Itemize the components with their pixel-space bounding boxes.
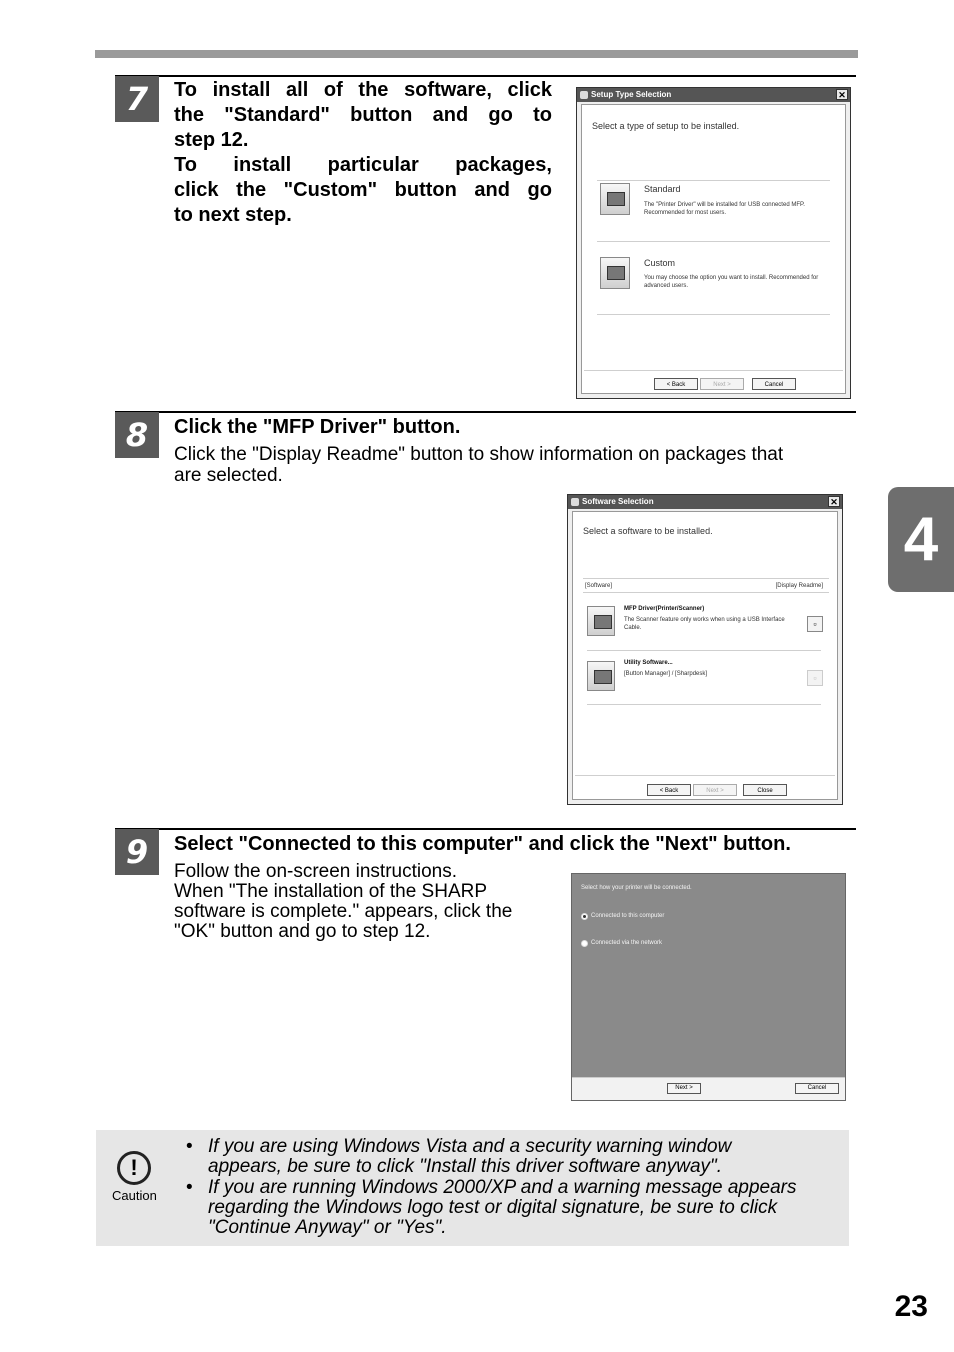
step9-number: 9 xyxy=(115,829,159,875)
dialog-title: Software Selection xyxy=(582,497,654,506)
radio-connected-computer[interactable] xyxy=(581,913,588,920)
caution-line: regarding the Windows logo test or digital signature, be sure to click xyxy=(208,1197,778,1218)
dialog-body xyxy=(581,104,846,394)
bullet-dot-icon: • xyxy=(186,1136,193,1157)
step7-text xyxy=(174,78,552,228)
readme-document-icon[interactable]: ▫ xyxy=(807,616,823,632)
separator xyxy=(587,650,821,651)
bullet-dot-icon: • xyxy=(186,1177,193,1198)
mfp-driver-icon[interactable] xyxy=(587,606,615,636)
step9-line: When "The installation of the SHARP xyxy=(174,881,488,902)
cancel-button[interactable]: Cancel xyxy=(795,1083,839,1094)
dialog-title: Setup Type Selection xyxy=(591,90,672,99)
mfp-driver-title[interactable]: MFP Driver(Printer/Scanner) xyxy=(624,606,705,612)
footer-separator xyxy=(584,370,843,371)
cancel-button[interactable]: Cancel xyxy=(752,378,796,390)
custom-install-icon[interactable] xyxy=(600,257,630,289)
step7-rule xyxy=(115,75,856,77)
page-number: 23 xyxy=(894,1290,928,1323)
dialog-footer xyxy=(572,1077,845,1100)
custom-desc: You may choose the option you want to install. Recommended for advanced users. xyxy=(644,275,819,289)
step8-heading: Click the "MFP Driver" button. xyxy=(174,416,461,438)
utility-software-title[interactable]: Utility Software... xyxy=(624,660,673,666)
app-icon xyxy=(571,498,579,506)
column-software: [Software] xyxy=(585,583,613,589)
dialog-prompt: Select a software to be installed. xyxy=(583,526,713,536)
dialog-titlebar xyxy=(577,88,850,102)
caution-line: appears, be sure to click "Install this driver software anyway". xyxy=(208,1156,723,1177)
next-button[interactable]: Next > xyxy=(700,378,744,390)
step9-line: Follow the on-screen instructions. xyxy=(174,861,458,882)
step7-line: to next step. xyxy=(174,204,292,226)
mfp-driver-desc: The Scanner feature only works when using a USB Interface Cable. xyxy=(624,617,785,631)
step7-line: click the "Custom" button and go xyxy=(174,179,552,201)
separator xyxy=(597,241,830,242)
step9-rule xyxy=(115,828,856,830)
caution-line: "Continue Anyway" or "Yes". xyxy=(208,1217,447,1238)
close-icon[interactable]: ✕ xyxy=(828,496,840,507)
standard-desc: The "Printer Driver" will be installed for USB connected MFP. Recommended for most users. xyxy=(644,202,805,216)
close-button[interactable]: Close xyxy=(743,784,787,796)
option-connected-network[interactable]: Connected via the network xyxy=(591,940,663,946)
dialog-prompt: Select how your printer will be connected. xyxy=(581,885,692,891)
caution-line: If you are using Windows Vista and a security warning window xyxy=(208,1136,732,1157)
step8-number: 8 xyxy=(115,412,159,458)
caution-label: Caution xyxy=(112,1188,157,1203)
header-bar xyxy=(95,50,858,58)
connection-dialog xyxy=(571,873,846,1101)
step7-line: To install particular packages, xyxy=(174,154,552,176)
separator xyxy=(597,180,830,181)
step8-body xyxy=(174,444,783,486)
next-button[interactable]: Next > xyxy=(693,784,737,796)
back-button[interactable]: < Back xyxy=(647,784,691,796)
back-button[interactable]: < Back xyxy=(654,378,698,390)
close-icon[interactable]: ✕ xyxy=(836,89,848,100)
chapter-tab: 4 xyxy=(888,487,954,592)
custom-label[interactable]: Custom xyxy=(644,258,676,268)
radio-connected-network[interactable] xyxy=(581,940,588,947)
readme-document-icon[interactable]: ▫ xyxy=(807,670,823,686)
footer-separator xyxy=(575,775,835,776)
option-connected-computer[interactable]: Connected to this computer xyxy=(591,913,665,919)
app-icon xyxy=(580,91,588,99)
step8-line: are selected. xyxy=(174,465,283,486)
utility-software-desc: [Button Manager] / [Sharpdesk] xyxy=(624,671,708,677)
setup-type-dialog xyxy=(576,87,851,399)
step8-line: Click the "Display Readme" button to show information on packages that xyxy=(174,444,784,465)
step7-number: 7 xyxy=(115,76,159,122)
step7-line: step 12. xyxy=(174,129,249,151)
step9-body xyxy=(174,862,512,942)
separator xyxy=(587,704,821,705)
dialog-body xyxy=(572,511,838,800)
step9-line: software is complete." appears, click the xyxy=(174,901,513,922)
step8-rule xyxy=(115,411,856,413)
step7-line: the "Standard" button and go to xyxy=(174,104,552,126)
utility-software-icon[interactable] xyxy=(587,661,615,691)
software-selection-dialog xyxy=(567,494,843,805)
caution-exclamation-icon: ! xyxy=(117,1151,151,1185)
radio-selected-dot xyxy=(583,915,586,918)
standard-label[interactable]: Standard xyxy=(644,184,681,194)
separator xyxy=(597,314,830,315)
dialog-titlebar xyxy=(568,495,842,509)
dialog-prompt: Select a type of setup to be installed. xyxy=(592,121,740,131)
step7-line: To install all of the software, click xyxy=(174,79,552,101)
separator xyxy=(583,578,829,579)
caution-line: If you are running Windows 2000/XP and a warning message appears xyxy=(208,1177,797,1198)
standard-install-icon[interactable] xyxy=(600,183,630,215)
step9-line: "OK" button and go to step 12. xyxy=(174,921,431,942)
separator xyxy=(583,592,829,593)
column-display-readme: [Display Readme] xyxy=(775,583,823,589)
caution-bullet-2 xyxy=(208,1178,796,1238)
caution-bullet-1 xyxy=(208,1137,731,1177)
step9-heading: Select "Connected to this computer" and click the "Next" button. xyxy=(174,833,791,855)
next-button[interactable]: Next > xyxy=(667,1083,701,1094)
